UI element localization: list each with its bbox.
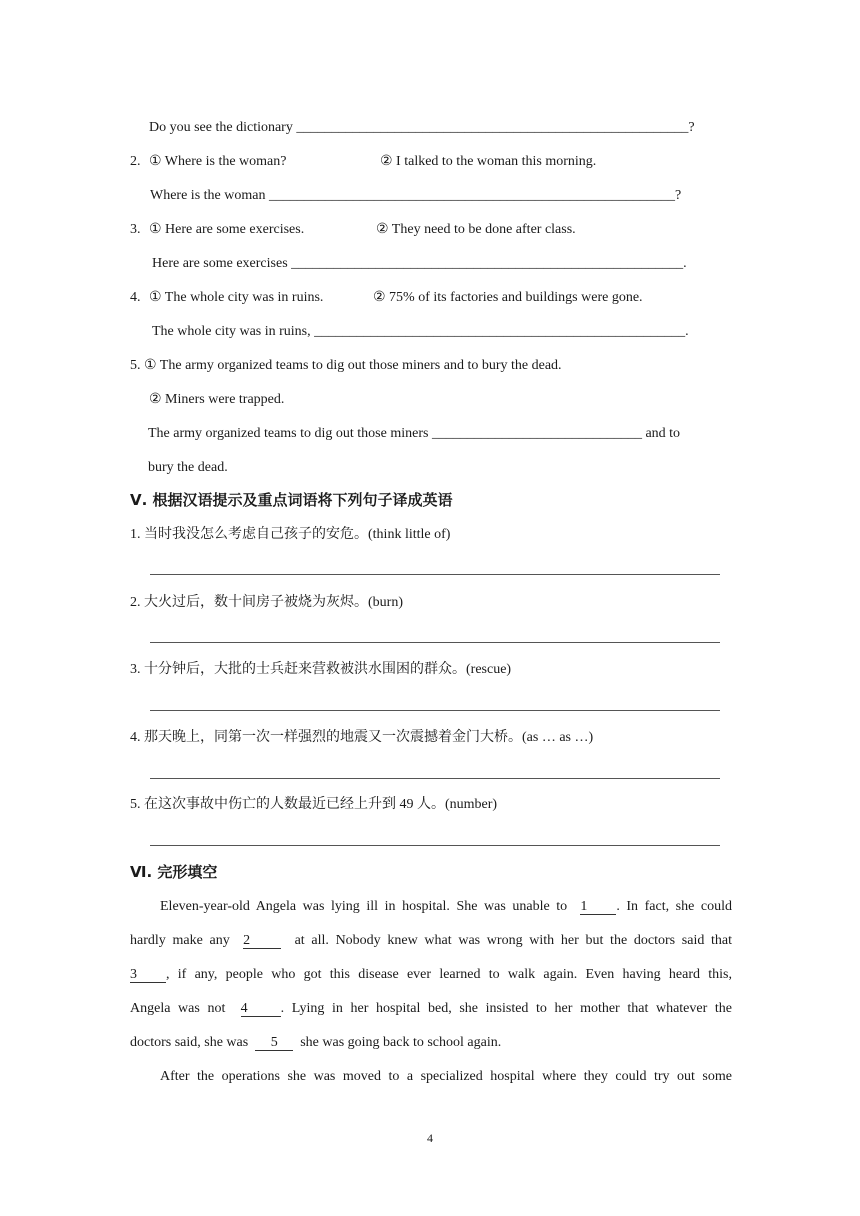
q4-part1: ① The whole city was in ruins.	[149, 290, 324, 305]
answer-line-1	[150, 574, 720, 575]
q4-number: 4.	[130, 290, 141, 305]
q2-part2: ② I talked to the woman this morning.	[380, 154, 597, 169]
cloze-line-1	[160, 898, 732, 916]
translation-item-4: 4. 那天晚上，同第一次一样强烈的地震又一次震撼着金门大桥。(as … as …)	[130, 730, 594, 745]
cloze-blank-2[interactable]: 2	[243, 933, 281, 949]
section6-heading: Ⅵ. 完形填空	[130, 863, 218, 881]
cloze-text: . In fact, she could	[616, 899, 732, 914]
cloze-text: doctors said, she was	[130, 1035, 249, 1050]
answer-line-2	[150, 642, 720, 643]
q3-number: 3.	[130, 222, 141, 237]
q2-combined-sentence: Where is the woman __________________________________________________________?	[150, 188, 682, 203]
cloze-para2-line-1: After the operations she was moved to a specialized hospital where they could try out some	[160, 1069, 732, 1084]
cloze-blank-1[interactable]: 1	[580, 899, 616, 915]
cloze-line-5	[130, 1034, 501, 1052]
q5-part2: ② Miners were trapped.	[149, 392, 285, 407]
q5-combined-sentence: The army organized teams to dig out those miners ______________________________ and to	[148, 426, 681, 441]
section5-heading: Ⅴ. 根据汉语提示及重点词语将下列句子译成英语	[130, 491, 453, 509]
q2-number: 2.	[130, 154, 141, 169]
answer-line-5	[150, 845, 720, 846]
cloze-text: at all. Nobody knew what was wrong with her but the doctors said that	[294, 933, 733, 948]
translation-item-5: 5. 在这次事故中伤亡的人数最近已经上升到 49 人。(number)	[130, 797, 498, 812]
q5-part1: 5. ① The army organized teams to dig out those miners and to bury the dead.	[130, 358, 562, 373]
q3-part2: ② They need to be done after class.	[376, 222, 576, 237]
q4-part2: ② 75% of its factories and buildings were gone.	[373, 290, 643, 305]
q5-combined-sentence-end: bury the dead.	[148, 460, 228, 475]
translation-item-3: 3. 十分钟后，大批的士兵赶来营救被洪水围困的群众。(rescue)	[130, 662, 512, 677]
cloze-text: she was going back to school again.	[300, 1035, 502, 1050]
translation-item-1: 1. 当时我没怎么考虑自己孩子的安危。(think little of)	[130, 527, 451, 542]
page-number: 4	[427, 1131, 433, 1145]
cloze-blank-4[interactable]: 4	[241, 1001, 281, 1017]
answer-line-3	[150, 710, 720, 711]
cloze-line-4	[130, 1000, 732, 1018]
cloze-blank-3[interactable]: 3	[130, 967, 166, 983]
q1-combined-sentence: Do you see the dictionary ________________________________________________________?	[149, 120, 695, 135]
q3-part1: ① Here are some exercises.	[149, 222, 305, 237]
translation-item-2: 2. 大火过后，数十间房子被烧为灰烬。(burn)	[130, 595, 403, 610]
cloze-text: hardly make any	[130, 933, 230, 948]
q3-combined-sentence: Here are some exercises ________________________________________________________.	[152, 256, 687, 271]
cloze-text: . Lying in her hospital bed, she insisted to her mother that whatever the	[280, 1001, 733, 1016]
q2-part1: ① Where is the woman?	[149, 154, 287, 169]
cloze-blank-5[interactable]: 5	[255, 1035, 293, 1051]
answer-line-4	[150, 778, 720, 779]
cloze-text: Angela was not	[130, 1001, 226, 1016]
cloze-text: Eleven-year-old Angela was lying ill in hospital. She was unable to	[160, 899, 568, 914]
q4-combined-sentence: The whole city was in ruins, _____________________________________________________.	[152, 324, 689, 339]
cloze-text: , if any, people who got this disease ever learned to walk again. Even having heard this,	[166, 967, 732, 982]
cloze-line-2	[130, 932, 732, 950]
cloze-line-3	[130, 966, 732, 984]
